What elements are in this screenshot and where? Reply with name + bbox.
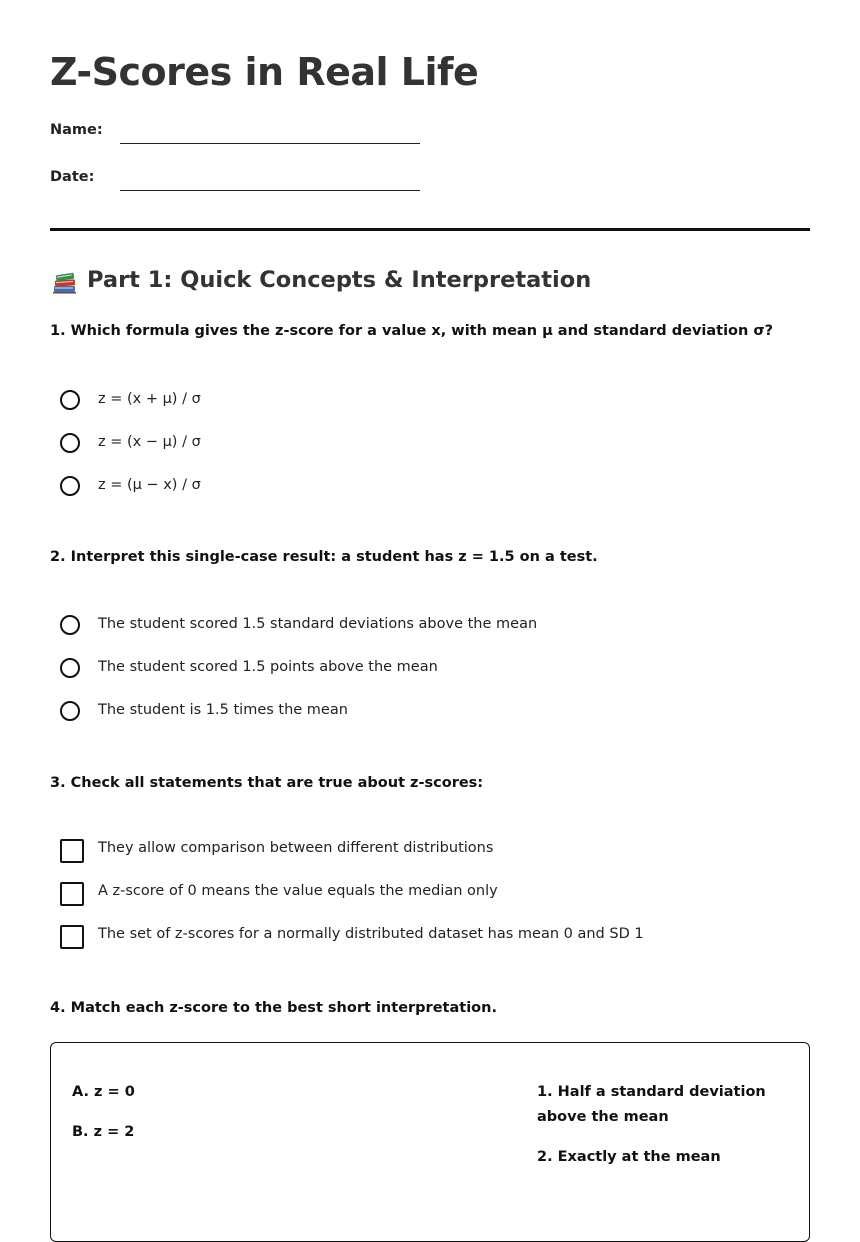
date-label: Date: (50, 169, 95, 185)
date-field-row (50, 169, 470, 193)
radio-button[interactable] (60, 615, 80, 635)
q3-option-3[interactable] (60, 924, 800, 950)
radio-button[interactable] (60, 701, 80, 721)
question-3-prompt: 3. Check all statements that are true about z-scores: (50, 775, 484, 791)
q3-option-1[interactable] (60, 838, 800, 864)
q2-option-2[interactable] (60, 657, 800, 683)
name-label: Name: (50, 122, 103, 138)
match-left-item[interactable]: A. z = 0 (72, 1084, 135, 1100)
radio-button[interactable] (60, 658, 80, 678)
section-title: Part 1: Quick Concepts & Interpretation (87, 267, 592, 293)
match-left-item[interactable]: B. z = 2 (72, 1124, 135, 1140)
date-blank-line[interactable] (120, 190, 420, 191)
checkbox[interactable] (60, 925, 84, 949)
checkbox[interactable] (60, 882, 84, 906)
header-divider (50, 228, 810, 231)
q1-option-2[interactable] (60, 432, 800, 458)
checkbox[interactable] (60, 839, 84, 863)
radio-button[interactable] (60, 476, 80, 496)
question-1-prompt: 1. Which formula gives the z-score for a value x, with mean μ and standard deviation σ? (50, 323, 774, 339)
q2-option-3[interactable] (60, 700, 800, 726)
books-icon (52, 269, 78, 295)
q3-option-2[interactable] (60, 881, 800, 907)
match-right-item[interactable]: 2. Exactly at the mean (537, 1149, 721, 1165)
match-right-item[interactable]: 1. Half a standard deviation above the mean (537, 1084, 766, 1125)
option-label: The set of z-scores for a normally distributed dataset has mean 0 and SD 1 (98, 926, 644, 942)
option-label: The student is 1.5 times the mean (98, 702, 348, 718)
worksheet-title: Z-Scores in Real Life (50, 50, 479, 94)
question-4-prompt: 4. Match each z-score to the best short interpretation. (50, 1000, 497, 1016)
q1-option-3[interactable] (60, 475, 800, 501)
radio-button[interactable] (60, 390, 80, 410)
q2-option-1[interactable] (60, 614, 800, 640)
question-2-prompt: 2. Interpret this single-case result: a student has z = 1.5 on a test. (50, 549, 598, 565)
radio-button[interactable] (60, 433, 80, 453)
option-label: The student scored 1.5 standard deviations above the mean (98, 616, 538, 632)
matching-box (50, 1042, 810, 1242)
name-field-row (50, 122, 470, 146)
option-label: They allow comparison between different distributions (98, 840, 494, 856)
option-label: A z-score of 0 means the value equals the median only (98, 883, 498, 899)
option-label: z = (x + μ) / σ (98, 391, 201, 407)
option-label: The student scored 1.5 points above the mean (98, 659, 438, 675)
name-blank-line[interactable] (120, 143, 420, 144)
option-label: z = (x − μ) / σ (98, 434, 201, 450)
option-label: z = (μ − x) / σ (98, 477, 201, 493)
q1-option-1[interactable] (60, 389, 800, 415)
